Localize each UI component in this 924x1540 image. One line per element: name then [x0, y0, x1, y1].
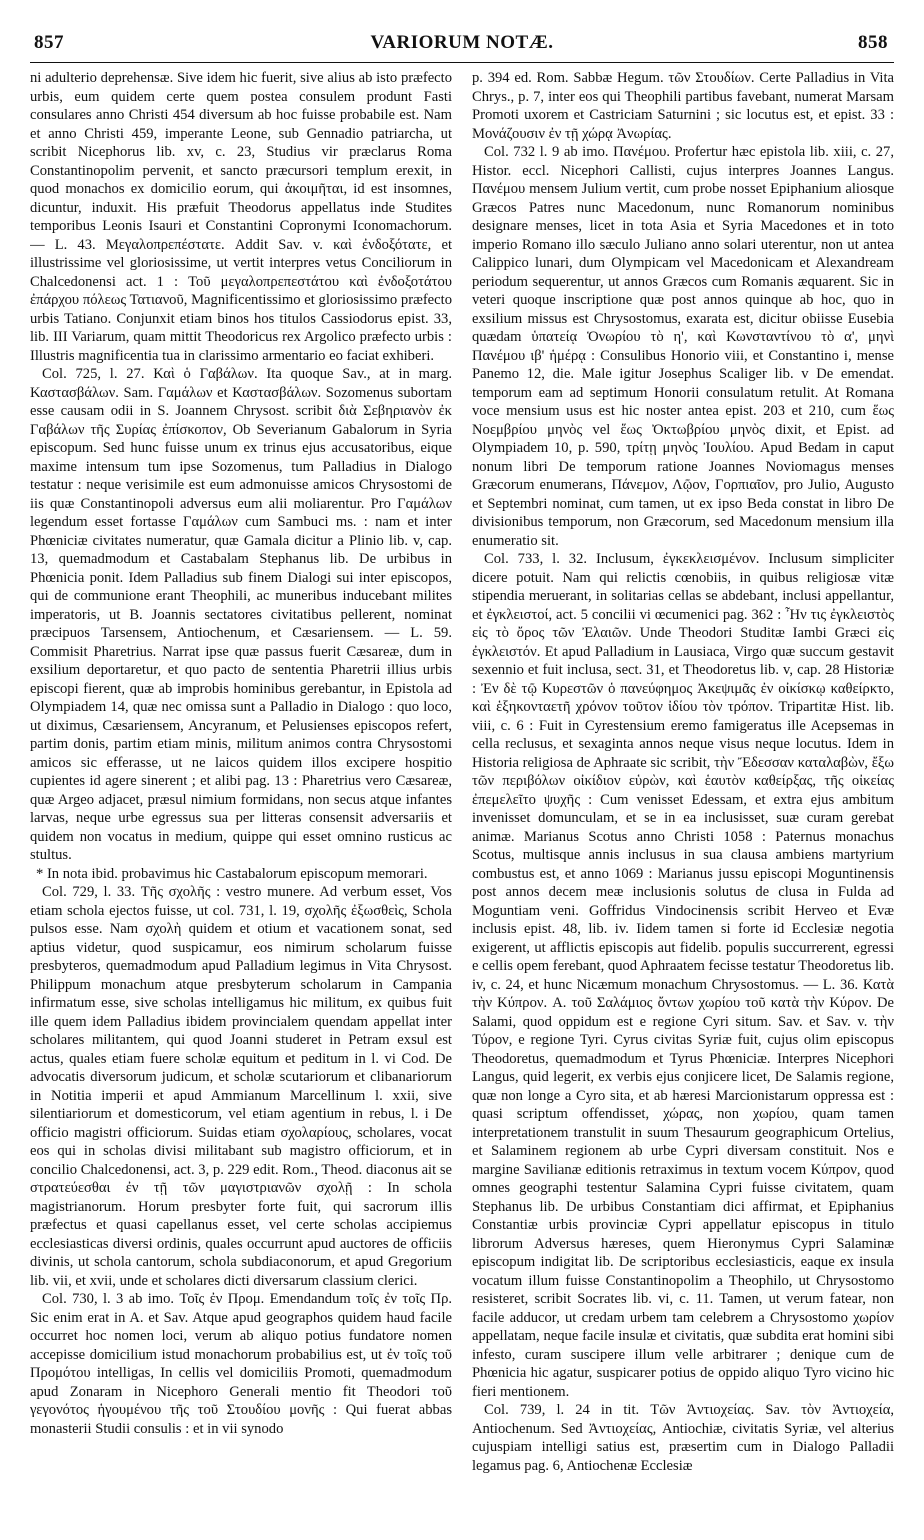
- paragraph: Col. 732 l. 9 ab imo. Πανέμου. Profertur hæc epistola lib. xiii, c. 27, Histor. eccl. Nicephori Callisti, cujus interpres Joannes Langus. Πανέμου mensem Julium vertit, cum probe nosset Epiphanium aliosque Græcos Patres nunc Macedonum, nunc Romanorum nominibus designare menses, licet in tota Asia et Syria Macedones et in toto imperio Romano illo sæculo Juliano anno solari uterentur, non ut antea Calippico lunari, dum Olympicam vel Macedonicam et Alexandream periodum sequerentur, ut annos Græcos cum Romanis æquarent. Sic in veteri quoque inscriptione quæ post annos quinque ab hoc, quo in exsilium missus est Chrysostomus, exarata est, dicitur obiisse Eusebia quædam ὑπατείᾳ Ὁνωρίου τὸ η', καὶ Κωνσταντίνου τὸ α', μηνὶ Πανέμου ιβ' ἡμέρᾳ : Consulibus Honorio viii, et Constantino i, mense Panemo 12, die. Male igitur Josephus Scaliger lib. v De emendat. temporum eam ad septimum Honorii consulatum retulit. At Romana voce mensium usus est hic noster antea epist. 203 et 210, cum ἕως Νοεμβρίου μηνὸς vel ἕως Ὀκτωβρίου μηνὸς dixit, et Epist. ad Olympiadem 10, p. 590, τρίτῃ μηνὸς Ἰουλίου. Apud Bedam in caput nonum libri De temporum ratione Joannes Noviomagus menses Græcorum enumerans, Πάνεμον, Λῷον, Γορπιαῖον, pro Julio, Augusto et Septembri nominat, cum tamen, ut ex ipso Beda constat in libro De divisionibus temporum, non Græcorum, sed Macedonum mensium illa enumeratio sit.: [472, 144, 894, 549]
- footnote: * In nota ibid. probavimus hic Castabalorum episcopum memorari.: [36, 865, 428, 882]
- paragraph: Col. 725, l. 27. Καὶ ὁ Γαβάλων. Ita quoque Sav., at in marg. Καστασβάλων. Sam. Γαμάλων et Καστασβάλων. Sozomenus subortam esse causam odii in S. Joannem Chrysost. scribit διὰ Σεβηριανὸν ἐκ Γαβάλων τῆς Συρίας ἐπίσκοπον, Ob Severianum Gabalorum in Syria episcopum. Sed hunc fuisse unum ex trinus ejus accusatoribus, eique maxime intensum tum ipse Sozomenus, tum Palladius in Dialogo testatur : neque verisimile est eum admonuisse amicos Chrysostomi de iis quæ Constantinopoli adversus eum alii moliarentur. Pro Γαμάλων legendum esset fortasse Γαμάλων cum Sambuci ms. : nam et inter Phœniciæ civitates numeratur, quæ Gamala dicitur a Plinio lib. v, cap. 13, quemadmodum et Castabalam Stephanus lib. De urbibus in Phœnicia ponit. Idem Palladius sub finem Dialogi sui inter episcopos, qui de communione erant Theophili, ac muneribus inducebant milites imperatoris, ut B. Joannis sectatores civitatibus pellerent, nominat præcipuos Tarsensem, Antiochenum, et Cæsariensem. — L. 59. Commisit Pharetrius. Narrat ipse quæ passus fuerit Cæsareæ, dum in exsilium deportaretur, et quo pacto de sententia Pharetrii illius urbis episcopi fierent, quæ ab improbis hominibus gerebantur, in Epistola ad Olympiadem 14, quæ nec omissa sunt a Palladio in Dialogo : quo loco, ut diximus, Cæsariensem, Ancyranum, et Pelusienses episcopos refert, partim donis, partim etiam minis, militum animos contra Chrysostomi amicos sic efferasse, ut ne laicos quidem illos excipere hospitio cupientes id agere sinerent ; et alibi pag. 13 : Pharetrius vero Cæsareæ, quæ Argeo adjacet, præsul nimium formidans, non secus atque infantes larvas, neque urbe egressus sua per litteras consensit adversariis et quidem non vocatus in medium, quippe qui esset omnino rusticus ac stultus.: [30, 366, 452, 863]
- paragraph: Col. 730, l. 3 ab imo. Τοῖς ἐν Προμ. Emendandum τοῖς ἐν τοῖς Πρ. Sic enim erat in A. et Sav. Atque apud geographos quidem haud facile occurret hoc nomen loci, verum ab aliquo potius fundatore nomen accepisse domicilium istud monachorum probabilius est, ut ἐν τοῖς τοῦ Προμότου intelligas, In cellis vel domiciliis Promoti, quemadmodum apud Zonaram in Nicephoro Generali mentio fit Theodori τοῦ γεγονότος ἡγουμένου τῆς τοῦ Στουδίου μονῆς : Qui fuerat abbas monasterii Studii consulis : et in vii synodo: [30, 1291, 452, 1437]
- right-column: [472, 69, 894, 1519]
- page-number-left: 857: [34, 32, 64, 53]
- paragraph: Col. 733, l. 32. Inclusum, ἐγκεκλεισμένον. Inclusum simpliciter dicere potuit. Nam qui relictis cœnobiis, in quibus religiosæ vitæ stipendia meruerant, in solitarias cellas se abdebant, inclusi appellantur, et ἐγκλειστοί, act. 5 concilii vi œcumenici pag. 362 : Ἦν τις ἐγκλειστὸς εἰς τὸ ὄρος τῶν Ἐλαιῶν. Unde Theodori Studitæ Iambi Græci εἰς ἐγκλειστόν. Et apud Palladium in Lausiaca, Virgo quæ succum gestavit sexennio et fuit inclusa, sect. 31, et Theodoretus lib. v, cap. 28 Historiæ : Ἐν δὲ τῷ Κυρεστῶν ὁ πανεύφημος Ἀκεψιμᾶς ἐν οἰκίσκῳ καθείρκτο, καὶ ἑξηκονταετῆ χρόνον τοῦτον ἰδίου τὸν τρόπον. Tripartitæ Hist. lib. viii, c. 6 : Fuit in Cyrestensium eremo famigeratus ille Acepsemas in cella reclusus, et sexaginta annos neque visus neque locutus. Idem in Historia religiosa de Aphraate sic scribit, τὴν Ἔδεσσαν καταλαβὼν, ἔξω τῶν περιβόλων οἰκίδιον εὑρὼν, καὶ ἑαυτὸν καθείρξας, τῆς οἰκείας ἐπεμελεῖτο ψυχῆς : Cum venisset Edessam, et extra ejus ambitum invenisset domunculam, et se in ea inclusisset, suæ curam gerebat animæ. Marianus Scotus anno Christi 1058 : Paternus monachus Scotus, multisque annis inclusus in sua clausa ambiens martyrium combustus est, et anno 1069 : Marianus jussu episcopi Moguntinensis post annos decem meæ inclusionis solutus de clusa in Fulda ad Moguntiam veni. Goffridus Vindocinensis scribit Herveo et Evæ inclusis epist. 48, lib. iv. Iidem tamen si forte id Ecclesiæ negotia exigerent, ut afflictis episcopis aut fidelib. populis succurrerent, egressi e cellis opem ferebant, quod Aphraatem fecisse testatur Theodoretus lib. iv, c. 24, et hunc Nicæmum monachum Chrysostomus. — L. 36. Κατὰ τὴν Κύπρον. A. τοῦ Σαλάμιος ὄντων χωρίου τοῦ κατὰ τὴν Κύρον. De Salami, quod oppidum est e regione Cyri situm. Sav. et Sav. v. τὴν Τύρον, e regione Tyri. Cyrus civitas Syriæ fuit, cujus olim episcopus Theodoretus, quemadmodum et Tyrus Phœniciæ. Interpres Nicephori Langus, quid legerit, ex verbis ejus conjicere licet, De Salamis regione, quæ non longe a Cyro sita, et ab hæresi Marcionistarum oppressa est : quasi scriptum offendisset, χώρας, non χωρίου, quam tamen interpretationem transtulit in suum Thesaurum geographicum Ortelius, et Salaminem regionem ab urbe Cypri diversam constituit. Nos e margine Savilianæ editionis retraximus in textum vocem Κύπρον, quod omnes geographi testentur Salamina Cypri fuisse civitatem, quam Stephanus lib. De urbibus Constantiam dici affirmat, et Epiphanius Constantiæ urbis provinciæ Cypri appellatur episcopus in titulo librorum Adversus hæreses, quem Hieronymus Cypri Salaminæ episcopum indigitat lib. De scriptoribus ecclesiasticis, eaque ex insula vocatum illum fuisse Constantinopolim a Theophilo, ut Chrysostomo resisteret, scribit Socrates lib. vi, c. 11. Tamen, ut verum fatear, non facile adducor, ut credam urbem tam celebrem a Chrysostomo χωρίον appellatam, neque facile insulæ et civitatis, quæ subdita erat homini sibi infesto, curam suscipere illum velle arbitrarer ; denique cum de Phœnicia hic agatur, suspicarer potius de oppido aliquo Tyro vicino hic fieri mentionem.: [472, 551, 894, 1400]
- page-number-right: 858: [858, 32, 888, 53]
- paragraph: ni adulterio deprehensæ. Sive idem hic fuerit, sive alius ab isto præfecto urbis, eum quidem certe quem postea consulem produnt Fasti consulares anno Christi 454 diversum ab hoc fuisse probabile est. Nam et anno Christi 459, imperante Leone, sub Gennadio patriarcha, ut scribit Nicephorus lib. xv, c. 23, Studius vir præclarus Roma Constantinopolim pervenit, et sancto præcursori templum erexit, in quod monachos ex domicilio eorum, qui ἀκοιμῆται, id est insomnes, dicuntur, induxit. His præfuit Theodorus appellatus inde Studites temporibus Leonis Isauri et Constantini Copronymi Iconomachorum. — L. 43. Μεγαλοπρεπέστατε. Addit Sav. v. καὶ ἐνδοξότατε, et illustrissime vel gloriosissime, ut vertit interpres vetus Conciliorum in Chalcedonensi act. 1 : Τοῦ μεγαλοπρεπεστάτου καὶ ἐνδοξοτάτου ἐπάρχου πόλεως Τατιανοῦ, Magnificentissimo et gloriosissimo præfecto urbis Tatiano. Conjunxit etiam binos hos titulos Cassiodorus epist. 33, lib. III Variarum, quam mittit Theodoricus rex Argolico præfecto urbis : Illustris magnificentia tua in clarissimo armentario eo faciat exhiberi.: [30, 70, 452, 364]
- paragraph: Col. 729, l. 33. Τῆς σχολῆς : vestro munere. Ad verbum esset, Vos etiam schola ejectos fuisse, ut col. 731, l. 19, σχολῆς ἐξωσθεὶς, Schola pulsos esse. Nam σχολὴ quidem et otium et vacationem sonat, sed aptius videtur, quod suspicamur, eos nimirum scholarum fuisse presbyteros, quemadmodum apud Palladium legimus in Vita Chrysost. Philippum monachum atque presbyterum scholarum in Campania infirmatum esse, sive scholas intelligamus hic militum, ex quibus fuit ille quem idem Palladius ibidem provincialem quendam appellat inter scholares militantem, qui quod Joanni studeret in Petram exsul est actus, quales etiam fuere scholæ equitum et peditum in l. vi Cod. De advocatis diversorum judicum, et scholæ scutariorum et clibanariorum in Notitia imperii et apud Ammianum Marcellinum l. xxii, sive silentiariorum et domesticorum, vel etiam agentium in rebus, l. i De officio magistri officiorum. Suidas etiam σχολαρίους, scholares, vocat eos qui in scholas divisi militabant sub magistro officiorum, et in concilio Chalcedonensi, act. 3, p. 229 edit. Rom., Theod. diaconus ait se στρατεύεσθαι ἐν τῇ τῶν μαγιστριανῶν σχολῇ : In schola magistrianorum. Horum presbyter forte fuit, qui sacrorum illis præfectus et quasi capellanus esset, vel certe scholas accipiemus ecclesiasticas diversi ordinis, quales occurrunt apud auctores de officiis divinis, ut schola cantorum, schola subdiaconorum, et apud Gregorium lib. vii, et xvii, unde et scholares dicti diversarum classium clerici.: [30, 884, 452, 1289]
- paragraph: Col. 739, l. 24 in tit. Τῶν Ἀντιοχείας. Sav. τὸν Ἀντιοχεία, Antiochenum. Sed Ἀντιοχείας, Antiochiæ, civitatis Syriæ, vel alterius cujuspiam intelligi satius est, præsertim cum in Dialogo Palladii legamus pag. 6, Antiochenæ Ecclesiæ: [472, 1402, 894, 1474]
- left-column: [30, 69, 452, 1519]
- paragraph: p. 394 ed. Rom. Sabbæ Hegum. τῶν Στουδίων. Certe Palladius in Vita Chrys., p. 7, inter eos qui Theophili partibus favebant, numerat Marsam Promoti uxorem et Castriciam Saturnini ; sic locutus est, et epist. 33 : Μονάζουσιν ἐν τῇ χώρᾳ Ἀνωρίας.: [472, 70, 894, 142]
- running-title: VARIORUM NOTÆ.: [370, 32, 554, 53]
- page-header: [30, 28, 894, 63]
- text-columns: [30, 69, 894, 1519]
